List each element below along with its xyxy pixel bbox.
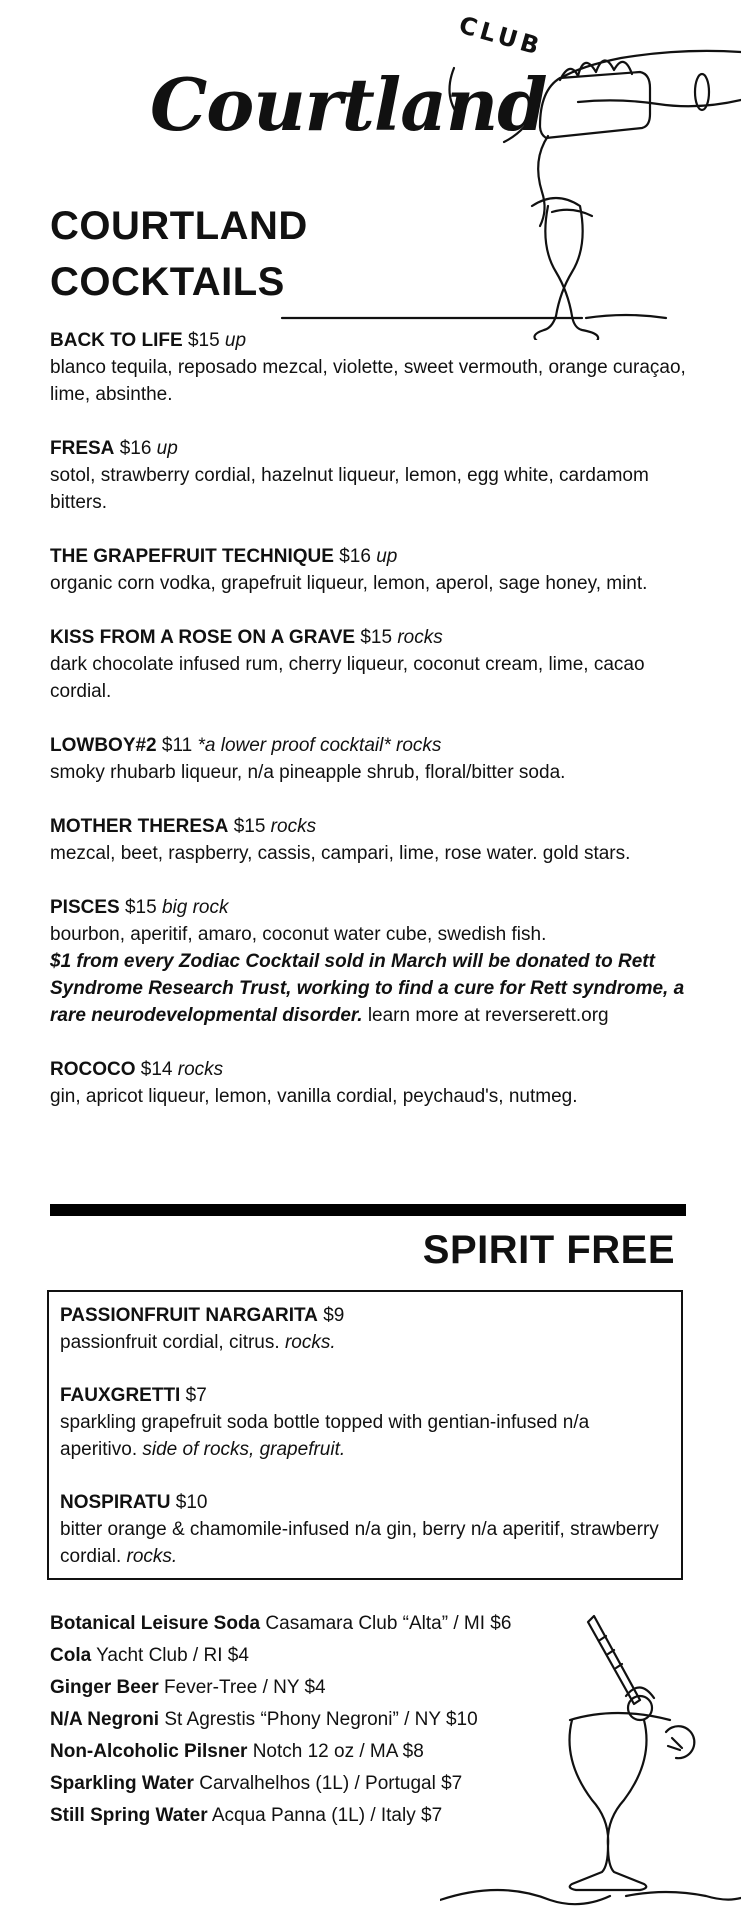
cocktail-style: up	[376, 546, 398, 567]
spirit-free-serve: rocks.	[126, 1546, 178, 1567]
cocktail-name: BACK TO LIFE	[50, 330, 183, 351]
cocktails-title-line1: COURTLAND	[50, 204, 308, 248]
learn-more-text: learn more at reverserett.org	[367, 1005, 609, 1026]
spirit-free-name: PASSIONFRUIT NARGARITA	[60, 1305, 318, 1326]
spirit-free-description: bitter orange & chamomile-infused n/a gin, berry n/a aperitif, strawberry cordial.	[60, 1519, 659, 1567]
soda-detail: Acqua Panna (1L) / Italy $7	[211, 1805, 443, 1826]
spirit-free-description: passionfruit cordial, citrus.	[60, 1332, 280, 1353]
cocktail-price: $16	[119, 438, 152, 459]
cocktail-item	[50, 624, 690, 705]
cocktail-description: sotol, strawberry cordial, hazelnut liqueur, lemon, egg white, cardamom bitters.	[50, 465, 649, 513]
tropical-cocktail-illustration	[440, 1600, 741, 1920]
cocktail-item	[50, 327, 690, 408]
cocktail-name: PISCES	[50, 897, 120, 918]
cocktail-style: rocks	[397, 627, 443, 648]
cocktails-section-title	[50, 198, 350, 310]
cocktail-name: KISS FROM A ROSE ON A GRAVE	[50, 627, 356, 648]
soda-detail: Fever-Tree / NY $4	[164, 1677, 326, 1698]
cocktail-style: *a lower proof cocktail* rocks	[197, 735, 442, 756]
spirit-free-description: sparkling grapefruit soda bottle topped with gentian-infused n/a aperitivo.	[60, 1412, 590, 1460]
cocktail-description: gin, apricot liqueur, lemon, vanilla cordial, peychaud's, nutmeg.	[50, 1086, 578, 1107]
cocktail-name: LOWBOY#2	[50, 735, 157, 756]
cocktail-price: $11	[161, 735, 193, 756]
cocktail-price: $14	[140, 1059, 173, 1080]
spirit-free-item	[60, 1302, 671, 1356]
cocktail-name: THE GRAPEFRUIT TECHNIQUE	[50, 546, 334, 567]
cocktail-style: rocks	[270, 816, 317, 837]
soda-name: Botanical Leisure Soda	[50, 1613, 261, 1634]
spirit-free-serve: rocks.	[284, 1332, 336, 1353]
cocktail-price: $15	[360, 627, 393, 648]
cocktail-list	[50, 327, 690, 1137]
brand-club-label: CLUB	[455, 10, 547, 62]
brand-logo: Courtland	[150, 62, 547, 147]
cocktail-price: $15	[124, 897, 157, 918]
soda-detail: Carvalhelhos (1L) / Portugal $7	[199, 1773, 463, 1794]
cocktail-price: $16	[339, 546, 371, 567]
soda-detail: St Agrestis “Phony Negroni” / NY $10	[164, 1709, 478, 1730]
soda-name: Ginger Beer	[50, 1677, 159, 1698]
soda-detail: Yacht Club / RI $4	[96, 1645, 249, 1666]
cocktail-style: up	[224, 330, 247, 351]
cocktail-name: MOTHER THERESA	[50, 816, 229, 837]
cocktail-style: rocks	[177, 1059, 224, 1080]
cocktail-item	[50, 435, 690, 516]
cocktail-price: $15	[233, 816, 266, 837]
cocktail-description: smoky rhubarb liqueur, n/a pineapple shrub, floral/bitter soda.	[50, 762, 566, 783]
cocktail-name: FRESA	[50, 438, 115, 459]
cocktail-item	[50, 732, 690, 786]
soda-detail: Notch 12 oz / MA $8	[252, 1741, 424, 1762]
spirit-free-serve: side of rocks, grapefruit.	[142, 1439, 346, 1460]
cocktail-description: blanco tequila, reposado mezcal, violette, sweet vermouth, orange curaçao, lime, absinthe.	[50, 357, 686, 405]
cocktails-title-line2: COCKTAILS	[50, 260, 285, 304]
cocktail-style: up	[156, 438, 178, 459]
soda-name: Still Spring Water	[50, 1805, 208, 1826]
soda-name: Non-Alcoholic Pilsner	[50, 1741, 248, 1762]
spirit-free-item	[60, 1382, 671, 1463]
cocktail-description: bourbon, aperitif, amaro, coconut water cube, swedish fish.	[50, 924, 547, 945]
cocktail-item	[50, 813, 690, 867]
section-divider	[50, 1204, 686, 1216]
spirit-free-item	[60, 1489, 671, 1570]
soda-name: N/A Negroni	[50, 1709, 160, 1730]
donation-note: $1 from every Zodiac Cocktail sold in March will be donated to Rett Syndrome Research Trust, working to find a cure for Rett syndrome, a rare neurodevelopmental disorder.	[50, 951, 685, 1026]
spirit-free-title: SPIRIT FREE	[422, 1228, 675, 1272]
cocktail-description: dark chocolate infused rum, cherry liqueur, coconut cream, lime, cacao cordial.	[50, 654, 645, 702]
cocktail-style: big rock	[161, 897, 229, 918]
soda-name: Sparkling Water	[50, 1773, 194, 1794]
spirit-free-price: $9	[323, 1305, 345, 1326]
cocktail-item	[50, 894, 690, 1029]
spirit-free-box	[47, 1290, 683, 1580]
soda-name: Cola	[50, 1645, 92, 1666]
spirit-free-price: $10	[175, 1492, 208, 1513]
cocktail-name: ROCOCO	[50, 1059, 136, 1080]
soda-detail: Casamara Club “Alta” / MI $6	[265, 1613, 512, 1634]
cocktail-price: $15	[187, 330, 220, 351]
cocktail-item	[50, 543, 690, 597]
cocktail-description: organic corn vodka, grapefruit liqueur, lemon, aperol, sage honey, mint.	[50, 573, 648, 594]
spirit-free-name: NOSPIRATU	[60, 1492, 171, 1513]
spirit-free-name: FAUXGRETTI	[60, 1385, 181, 1406]
cocktail-description: mezcal, beet, raspberry, cassis, campari, lime, rose water. gold stars.	[50, 843, 631, 864]
cocktail-item	[50, 1056, 690, 1110]
spirit-free-price: $7	[185, 1385, 207, 1406]
